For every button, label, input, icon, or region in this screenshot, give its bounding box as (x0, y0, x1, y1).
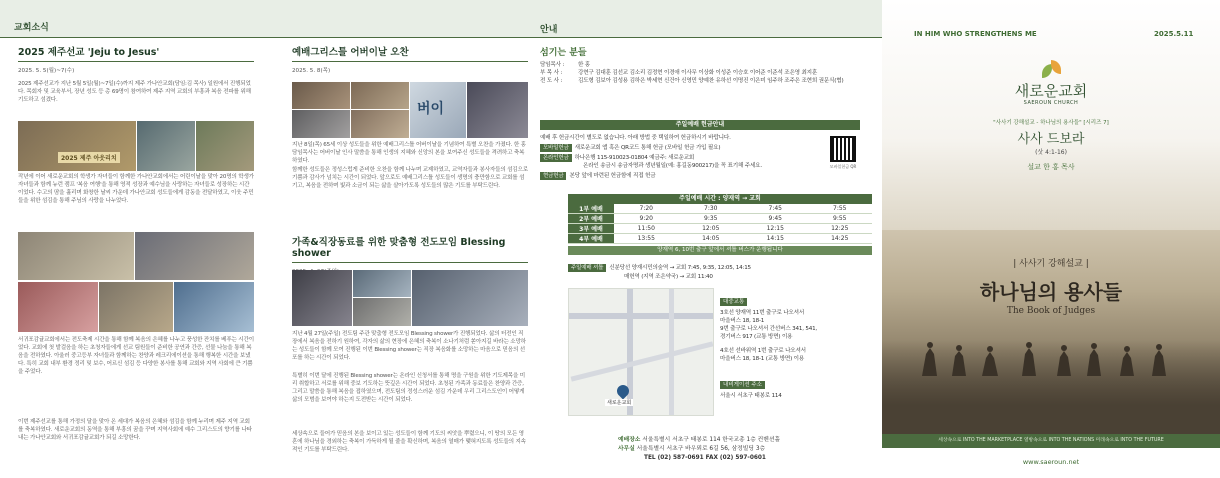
servers-names: 강현구 김대훈 김선교 김소리 김정현 이경애 이사무 이상화 이성준 이승호 이어준 이준석 조은영 최지훈 (578, 70, 818, 76)
article-title: 예배그리스틀 어버이날 오찬 (292, 47, 409, 58)
article-paragraph: 함께한 성도들은 정성스럽게 준비한 오찬을 함께 나누며 교제하였고, 교역자들과 봉사자들의 섬김으로 기쁨과 감사가 넘치는 시간이 되었다. 앞으로도 예배그리스틀 성도들이 생명의 충만함으로 교회를 섬기고, 복음을 전하며 빛과 소금이 되는 삶을 살아가도록 성도들의 많은 기도를 부탁드린다. (292, 167, 528, 189)
article-paragraph: 작년에 이어 새로운교회의 학생가 자녀들이 함께한 가나안교회에서는 어린이날을 맞아 20명의 학생가 자녀들과 함께 뉴런 캠프 '복음 여행'을 통해 영적 성장과 예수님을 사랑하는 자녀들로 성장하는 시간이었다. 수고의 땀을 흘리며 화창한 날씨 가운데 가나안교회 성도들에게 감동을 전달하였고, 이웃 주민들을 위한 섬김을 통해 주님의 사랑을 나누었다. (18, 174, 254, 204)
photo (351, 110, 409, 138)
banner-sign: 버이 (417, 101, 445, 117)
photo (353, 270, 411, 297)
servers-label: 담임목사 : (540, 62, 565, 68)
photo (292, 110, 350, 138)
sermon-title: 사사 드보라 (1017, 132, 1085, 147)
article-paragraph: 지난 4월 27일(주일) 전도팀 주관 맞춤형 전도모임 Blessing shower가 진행되었다. 삶의 터전인 직장에서 복음을 전하기 원하여, 각자의 삶의 현장에 은혜의 축복이 소나기처럼 쏟아지길 바라는 소망하는 성도들이 함께 모여 진행된 이번 Blessing shower는 직장 복음화를 소망하는 마음으로 믿음의 선포를 하는 시간이 되었다. (292, 331, 526, 361)
mobile-offering-text: 새로운교회 앱 혹은 QR코드 통해 헌금 (모바일 헌금 가입 필요) (574, 145, 721, 151)
article-paragraph: 지난 8일(목) 65세 이상 성도들을 위한 예배그리스틀 어버이날을 기념하여 특별 오찬을 가졌다. 한 홍 담임목사는 어버이날 인사 말씀을 통해 인생의 지혜와 신앙의 본을 보여주신 성도들을 격려하고 축복하였다. (292, 142, 526, 164)
photo (292, 82, 350, 109)
website-link[interactable]: www.saeroun.net (1022, 458, 1080, 466)
photo (174, 282, 254, 332)
article-title: 2025 제주선교 'Jeju to Jesus' (18, 47, 160, 58)
servers-label: 부 목 사 : (540, 70, 563, 76)
article-paragraph: 세상속으로 들어가 믿음의 본을 보이고 있는 성도들이 함께 기도의 씨앗을 뿌렸으니, 이 땅의 모든 영혼에 하나님을 경외하는 축복이 가득하게 될 줄을 확신하며, 복음의 열매가 맺혀지도록 성도들의 지속적인 기도를 부탁드린다. (292, 431, 526, 453)
table-row: 2부 예배 9:20 9:35 9:45 9:55 (568, 214, 872, 224)
online-offering-account: 하나은행 115-910023-01804 예금주: 새로운교회 (574, 155, 695, 161)
section-tag: 교회소식 (14, 23, 49, 33)
photo (135, 232, 254, 280)
banner-label: 2025 제주 아웃리치 (58, 152, 120, 163)
photo-collage (292, 82, 528, 138)
sermon-series: "사사기 강해설교 - 하나님의 용사들" [시리즈 7] (993, 120, 1109, 126)
series-banner: | 사사기 강해설교 | (1013, 259, 1089, 269)
shuttle-text: 매헌역 (지역 조은약국) → 교회 11:40 (624, 274, 713, 280)
article-paragraph: 2025 제주선교가 지난 5월 5일(월)~7일(수)까지 제주 가나안교회(담임:김 목사) 일원에서 진행되었다. 목회자 및 교육부서, 장년 성도 등 총 69명이 참여하여 제주 지역 교회의 부흥과 복음 전파를 위해 기도하고 섬겼다. (18, 81, 251, 103)
section-tag: 안내 (540, 25, 558, 35)
middle-page (528, 0, 882, 478)
servers-row (540, 77, 870, 85)
navigation-address: 서울시 서초구 태봉로 114 (720, 393, 782, 399)
cash-offering-text: 본당 앞에 마련된 헌금함에 직접 헌금 (569, 173, 656, 179)
qr-caption: 모바일헌금 QR (829, 164, 857, 169)
contact-phone: TEL (02) 587-0691 FAX (02) 597-0601 (644, 455, 766, 461)
table-row: 3부 예배 11:50 12:05 12:15 12:25 (568, 224, 872, 234)
servers-names: 김도형 김보아 김성용 김하은 박세현 신건아 신영민 양예찬 유하선 이명진 이은미 임주하 조주은 조현희 권문식(협) (578, 78, 844, 84)
photo (18, 232, 134, 280)
leaf-icon (1051, 60, 1061, 74)
photo-collage (292, 270, 528, 326)
servers-section (540, 45, 870, 85)
photo (351, 82, 409, 109)
cover-big-title: 하나님의 용사들 (979, 280, 1123, 304)
photo (467, 82, 528, 138)
servers-label: 전 도 사 : (540, 78, 563, 84)
map-label: 새로운교회 (607, 400, 632, 406)
offering-section (540, 120, 860, 180)
article-date: 2025. 5. 5(월)~7(수) (18, 68, 75, 74)
section-heading: 섬기는 분들 (540, 48, 587, 58)
cover-date: 2025.5.11 (1154, 30, 1194, 38)
location-map[interactable] (568, 288, 714, 416)
servers-row (540, 69, 870, 77)
article-jeju (18, 44, 254, 120)
offering-intro: 예배 후 헌금시간이 별도로 없습니다. 아래 방법 중 택일하여 헌금하시기 바랍니다. (540, 135, 731, 141)
photo (137, 121, 195, 171)
contact-footer: 예배장소 서울특별시 서초구 태봉로 114 한국교총 1층 컨벤션홀 사무실 서울특별시 서초구 바우뫼로 6길 56, 삼정빌딩 3층 TEL (02) 587-0691 FAX (02) 597-0601 (618, 436, 878, 463)
article-title: 가족&직장동료를 위한 맞춤형 전도모임 Blessing shower (292, 237, 506, 259)
photo (412, 270, 528, 326)
church-name-en: SAEROUN CHURCH (1023, 100, 1079, 106)
navigation-label: 내비게이션 주소 (720, 381, 765, 389)
photo (196, 121, 254, 171)
qr-code[interactable] (830, 136, 856, 162)
cover-en-title: The Book of Judges (1006, 306, 1096, 316)
slogan-bar: 세상속으로 INTO THE MARKETPLACE 열방속으로 INTO THE NATIONS 미래속으로 INTO THE FUTURE (882, 434, 1220, 448)
table-row: 1부 예배 7:20 7:30 7:45 7:55 (568, 204, 872, 214)
warriors-silhouette (882, 336, 1220, 376)
photo (292, 270, 352, 326)
online-offering-note: 온라인 송금시 송금자명과 생년월일(예: 홍길동900217)을 꼭 표기해 주세요. (583, 163, 762, 169)
subway-label: 대중교통 (720, 298, 747, 306)
left-header (0, 0, 528, 38)
cash-offering-label: 현금헌금 (540, 172, 566, 180)
photo (353, 298, 411, 326)
church-logo (1040, 60, 1064, 80)
cover-page (882, 0, 1220, 478)
article-date: 2025. 5. 8(목) (292, 68, 331, 74)
worship-bar: 주일예배 시간 : 양재역 → 교회 (568, 194, 872, 204)
cover-motto: IN HIM WHO STRENGTHENS ME (914, 30, 1037, 38)
directions: 대중교통 3호선 양재역 11번 출구로 나오셔서 마을버스 18, 18-1 9번 출구로 나오셔서 간선버스 341, 541, 경기버스 917 (교통 방면) 이용 4호선 선바위역 1번 출구로 나오셔서 마을버스 18, 18-1 (교통 방면) 이용 내비게이션 주소 서울시 서초구 태봉로 114 (720, 288, 870, 400)
online-offering-label: 온라인헌금 (540, 154, 572, 162)
shuttle-text: 신분당선 양재시민의숲역 → 교회 7:45, 9:35, 12:05, 14:15 (609, 265, 751, 271)
shuttle-notice: 양재역 6, 10번 출구 앞에서 셔틀 버스가 운행됩니다 (568, 246, 872, 255)
sermon-verse: (삿 4:1-16) (1035, 149, 1067, 156)
photo-collage (18, 232, 254, 332)
servers-names: 한 홍 (578, 62, 590, 68)
church-name: 새로운교회 (1014, 82, 1088, 100)
article-parents-day (292, 44, 528, 80)
worship-table (568, 204, 872, 244)
article-paragraph: 특별히 이번 달에 진행된 Blessing shower는 온라인 신청서를 통해 명을 구원을 위한 기도제목을 미리 취합하고 서로를 위해 중보 기도하는 뜻깊은 시간이 되었다. 초청된 가족과 동료들은 찬양과 간증, 그리고 말씀을 통해 복음을 접하였으며, 전도팀의 정성스러운 섬김 가운데 우리 그리스도인이 어떻게 삶의 모범을 보여야 하는지 도전받는 시간이 되었다. (292, 373, 525, 403)
servers-row (540, 61, 870, 69)
table-row: 4부 예배 13:55 14:05 14:15 14:25 (568, 234, 872, 244)
article-paragraph: 이번 제주선교를 통해 가정의 달을 맞아 온 세대가 복음의 은혜와 섬김을 함께 누리며 제주 지역 교회를 축복하였다. 새로운교회의 동역을 통해 부흥의 꿈을 꾸며 지역사회에 예수 그리스도의 향기를 나타내는 가나안교회와 서귀포감귤교회가 되길 소망한다. (18, 419, 252, 441)
worship-section (568, 194, 872, 255)
mobile-offering-label: 모바일헌금 (540, 144, 572, 152)
photo-collage (18, 121, 254, 171)
article-paragraph: 서귀포감귤교회에서는 전도축제 시간을 통해 함께 복음의 은혜를 나누고 풍성한 잔치를 베푸는 시간이었다. 교회에 첫 발걸음을 하는 초청자들에게 선교 팀원들이 준비한 공연과 간증, 선물 나눔을 통해 복음을 전하였다. 아울러 중고등부 자녀들과 함께하는 찬양과 레크리에이션을 통해 행복한 시간을 보냈다. 특히 교회 내부 환경 정리 및 보수, 어르신 섬김 등 다양한 봉사를 통해 교회와 지역 사회에 큰 기쁨을 주었다. (18, 337, 254, 375)
left-page (0, 0, 528, 478)
offering-bar: 주일예배 헌금안내 (540, 120, 860, 130)
photo (99, 282, 173, 332)
middle-header (528, 0, 882, 38)
shuttle-label: 주일예배 셔틀 (568, 264, 606, 272)
photo (18, 282, 98, 332)
sermon-preacher: 설교 한 홍 목사 (1027, 163, 1075, 171)
photo (18, 121, 136, 171)
